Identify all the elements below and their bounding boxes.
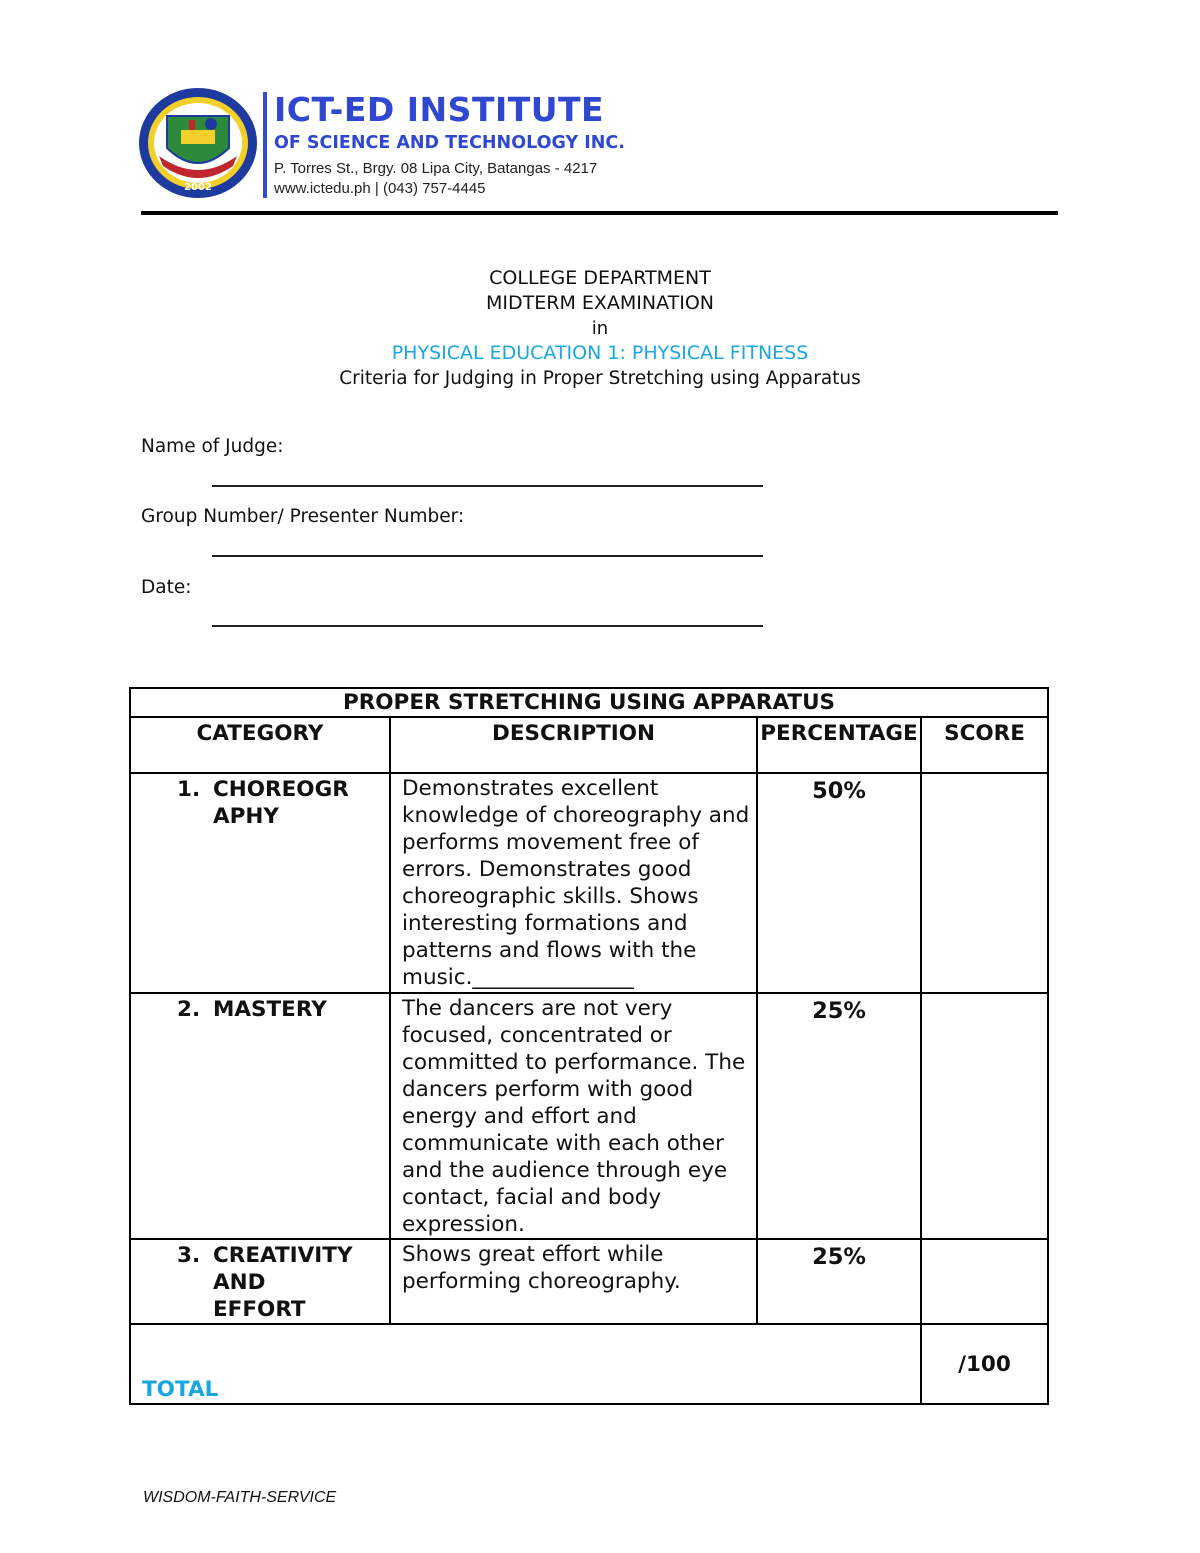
table-row <box>130 993 1048 1239</box>
table-row <box>130 1239 1048 1324</box>
institute-contact: www.ictedu.ph | (043) 757-4445 <box>274 180 486 197</box>
department-title: COLLEGE DEPARTMENT <box>489 267 711 289</box>
group-number-line[interactable] <box>212 555 763 557</box>
subject-title: PHYSICAL EDUCATION 1: PHYSICAL FITNESS <box>391 342 809 364</box>
category-number: 1. <box>177 777 201 802</box>
header-rule <box>141 211 1058 215</box>
date-label: Date: <box>141 577 192 598</box>
category-name: MASTERY <box>213 997 327 1022</box>
table-row <box>130 773 1048 993</box>
group-label: Group Number/ Presenter Number: <box>141 506 465 527</box>
description-cell: The dancers are not very focused, concentrated or committed to performance. The dancers perform with good energy and effort and communicate with each other and the audience through eye contact, facial and body expression. <box>390 993 757 1239</box>
rubric-table <box>129 687 1049 1405</box>
total-label: TOTAL <box>130 1324 921 1404</box>
category-cell <box>130 1239 390 1324</box>
percentage-cell: 50% <box>757 773 921 993</box>
header-divider <box>263 92 267 198</box>
score-cell[interactable] <box>921 773 1048 993</box>
percentage-cell: 25% <box>757 993 921 1239</box>
total-row <box>130 1324 1048 1404</box>
exam-title: MIDTERM EXAMINATION <box>486 292 714 314</box>
header-percentage: PERCENTAGE <box>757 717 921 773</box>
description-cell: Demonstrates excellent knowledge of choreography and performs movement free of errors. Demonstrates good choreographic skills. Shows interesting formations and patterns and flows with the music._______________ <box>390 773 757 993</box>
category-number: 2. <box>177 997 201 1022</box>
category-cell <box>130 773 390 993</box>
judge-name-line[interactable] <box>212 485 763 487</box>
percentage-cell: 25% <box>757 1239 921 1324</box>
institute-seal-logo <box>137 86 259 200</box>
score-cell[interactable] <box>921 993 1048 1239</box>
judge-label: Name of Judge: <box>141 436 284 457</box>
institute-name: ICT-ED INSTITUTE <box>274 90 605 129</box>
date-line[interactable] <box>212 625 763 627</box>
category-name: CREATIVITY AND EFFORT <box>213 1243 353 1322</box>
header-description: DESCRIPTION <box>390 717 757 773</box>
category-name: CHOREOGRAPHY <box>213 777 349 829</box>
category-cell <box>130 993 390 1239</box>
score-cell[interactable] <box>921 1239 1048 1324</box>
footer-motto: WISDOM-FAITH-SERVICE <box>143 1489 337 1506</box>
institute-subtitle: OF SCIENCE AND TECHNOLOGY INC. <box>274 133 625 153</box>
in-text: in <box>591 318 609 339</box>
description-cell: Shows great effort while performing choreography. <box>390 1239 757 1324</box>
header-score: SCORE <box>921 717 1048 773</box>
seal-year: 2002 <box>184 182 212 193</box>
institute-address: P. Torres St., Brgy. 08 Lipa City, Batangas - 4217 <box>274 160 598 177</box>
category-number: 3. <box>177 1243 201 1268</box>
total-score[interactable]: /100 <box>921 1324 1048 1404</box>
criteria-title: Criteria for Judging in Proper Stretching using Apparatus <box>339 368 861 389</box>
header-category: CATEGORY <box>130 717 390 773</box>
table-title: PROPER STRETCHING USING APPARATUS <box>130 688 1048 717</box>
